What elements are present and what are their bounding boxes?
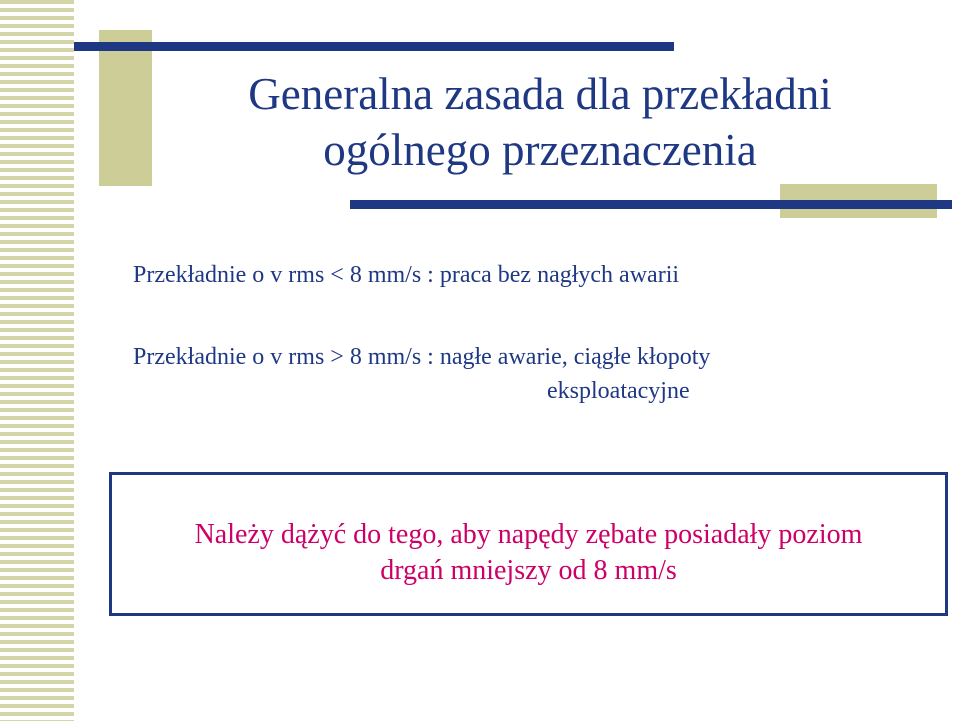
statement-above-8-part1: Przekładnie o v rms > 8 mm/s : nagłe awarie, ciągłe kłopoty xyxy=(133,344,711,370)
statement-above-8 xyxy=(133,340,913,408)
title-line-1: Generalna zasada dla przekładni xyxy=(248,69,832,119)
highlight-line-1: Należy dążyć do tego, aby napędy zębate posiadały poziom xyxy=(194,519,863,550)
highlight-line-2: drgań mniejszy od 8 mm/s xyxy=(380,555,677,586)
highlight-text xyxy=(112,517,945,589)
statement-below-8: Przekładnie o v rms < 8 mm/s : praca bez nagłych awarii xyxy=(133,262,680,288)
left-stripe-decoration xyxy=(0,0,74,721)
title-line-2: ogólnego przeznaczenia xyxy=(323,125,757,175)
slide-title xyxy=(150,66,930,178)
statement-above-8-part2: eksploatacyjne xyxy=(547,378,690,404)
top-navy-bar xyxy=(74,42,674,51)
top-olive-block xyxy=(99,30,152,186)
highlight-box xyxy=(109,472,948,616)
bottom-navy-bar xyxy=(350,200,952,209)
